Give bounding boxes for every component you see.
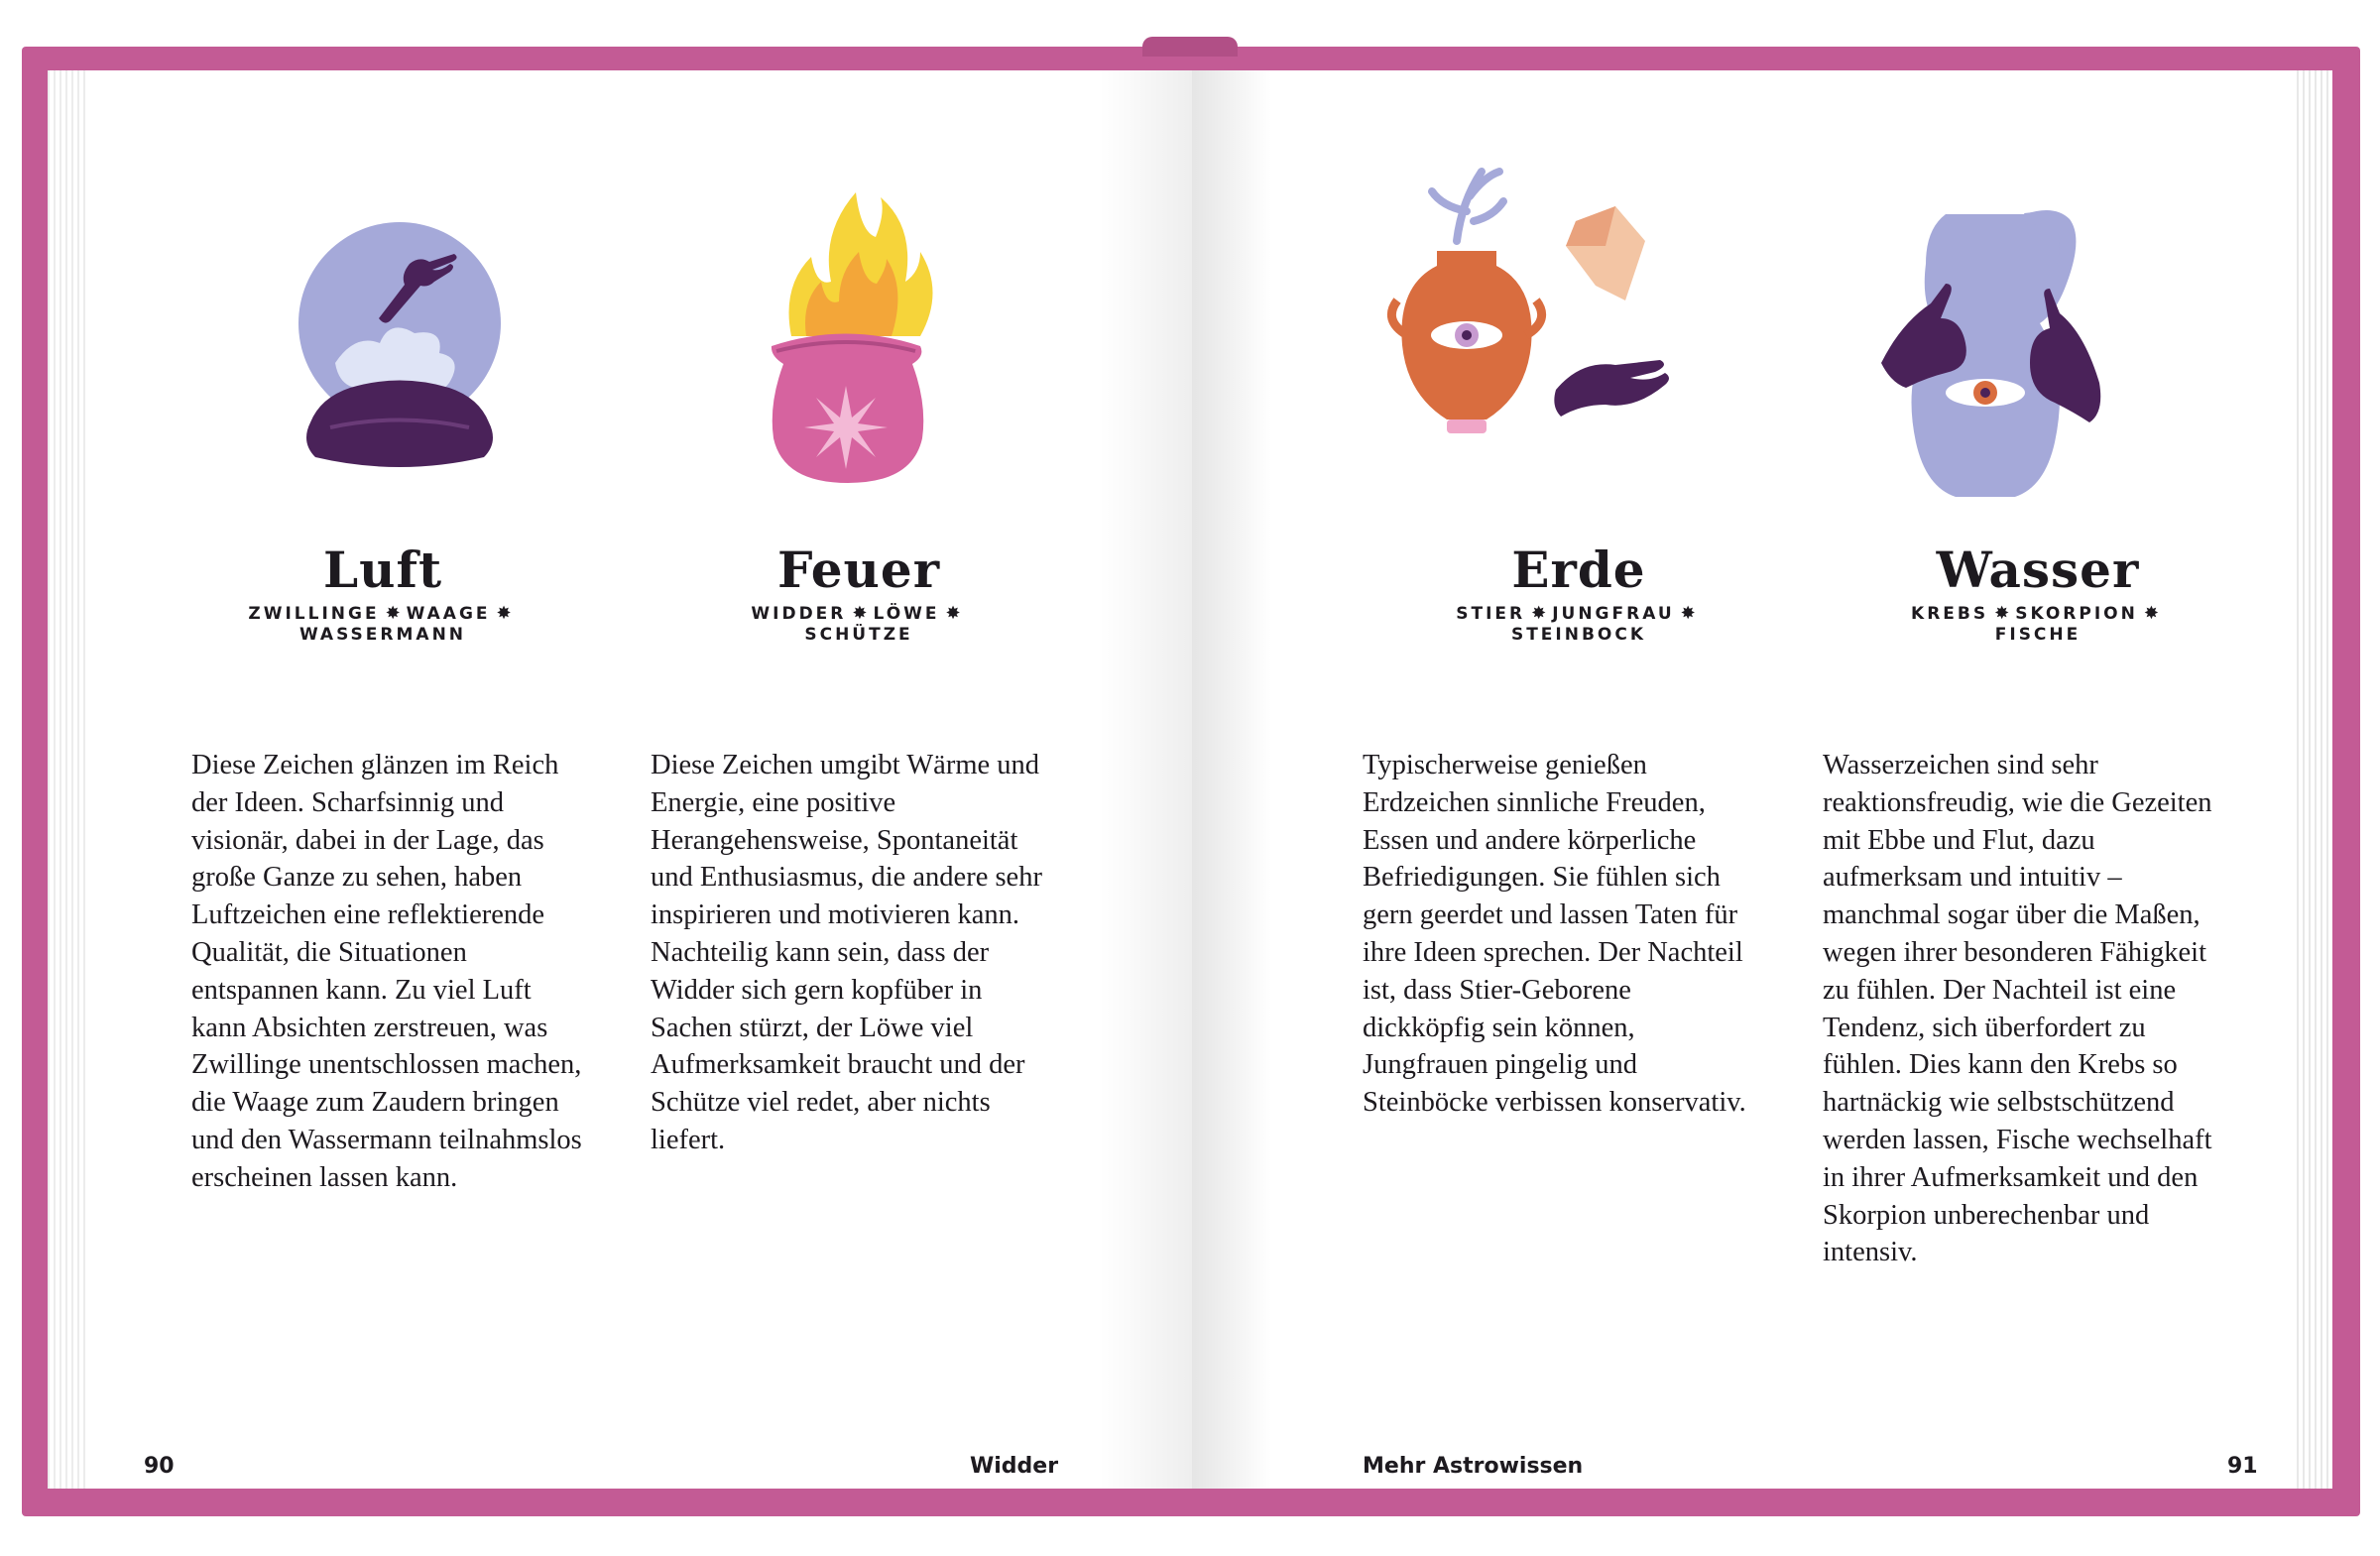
element-title: Wasser [1936,540,2140,599]
sign-label: KREBS [1911,604,1989,624]
sign-label: STEINBOCK [1510,625,1647,645]
running-title: Widder [970,1454,1059,1479]
body-paragraph: Diese Zeichen glänzen im Reich der Ideen. Scharfsinnig und visionär, dabei in der Lage, das große Ganze zu sehen, haben Luftzeichen eine reflektierende Qualität, die Situationen entspannen kann. Zu viel Luft kann Absichten zerstreuen, was Zwillinge unentschlossen machen, die Waage zum Zaudern bringen und den Wassermann teilnahmslos erscheinen lassen kann. [191,750,582,1193]
star-icon: ✸ [852,603,868,624]
body-paragraph: Typischerweise genießen Erdzeichen sinnliche Freuden, Essen und andere körperliche Befriedigungen. Sie fühlen sich gern geerdet und lassen Taten für ihre Ideen sprechen. Der Nachteil ist, dass Stier-Geborene dickköpfig sein können, Jungfrauen pingelig und Steinböcke verbissen konservativ. [1363,750,1746,1119]
body-paragraph: Diese Zeichen umgibt Wärme und Energie, eine positive Herangehensweise, Spontaneität und Enthusiasmus, die andere sehr inspirieren und motivieren kann. Nachteilig kann sein, dass der Widder sich gern kopfüber in Sachen stürzt, der Löwe viel Aufmerksamkeit braucht und der Schütze viel redet, aber nichts liefert. [651,750,1042,1155]
element-signs [651,603,1067,646]
left-page [48,70,1208,1489]
sign-label: LÖWE [873,604,940,624]
sign-label: SCHÜTZE [804,625,913,645]
page-number: 91 [2227,1454,2258,1479]
element-title: Erde [1511,540,1646,599]
sign-label: STIER [1456,604,1526,624]
element-signs [175,603,591,646]
crystal-ball-icon [281,214,519,472]
right-page [1192,70,2332,1489]
flaming-cauldron-icon [747,168,945,490]
gutter-shadow [1192,70,1271,1489]
star-icon: ✸ [2143,603,2159,624]
sign-label: JUNGFRAU [1552,604,1675,624]
element-title: Luft [322,540,443,599]
sign-label: FISCHE [1994,625,2082,645]
book-spread [22,47,2360,1516]
body-paragraph: Wasserzeichen sind sehr reaktionsfreudig, wie die Gezeiten mit Ebbe und Flut, dazu aufmerksam und intuitiv – manchmal sogar über die Maßen, wegen ihrer besonderen Fähigkeit zu fühlen. Der Nachteil ist eine Tendenz, sich überfordert zu fühlen. Dies kann den Krebs so hartnäckig wie selbstschützend werden lassen, Fische wechselhaft in ihrer Aufmerksamkeit und den Skorpion unberechenbar und intensiv. [1823,750,2212,1268]
sign-label: WASSERMANN [298,625,467,645]
star-icon: ✸ [1680,603,1696,624]
star-icon: ✸ [1531,603,1547,624]
element-signs [1830,603,2246,646]
sign-label: WAAGE [406,604,491,624]
vase-crystal-hand-icon [1363,152,1680,469]
element-title: Feuer [776,540,941,599]
sign-label: SKORPION [2015,604,2138,624]
star-icon: ✸ [1994,603,2010,624]
element-signs [1370,603,1787,646]
star-icon: ✸ [496,603,512,624]
sign-label: ZWILLINGE [248,604,380,624]
star-icon: ✸ [945,603,961,624]
star-icon: ✸ [385,603,401,624]
jug-with-hands-icon [1876,204,2104,522]
sign-label: WIDDER [751,604,847,624]
running-title: Mehr Astrowissen [1363,1454,1584,1479]
page-number: 90 [144,1454,175,1479]
